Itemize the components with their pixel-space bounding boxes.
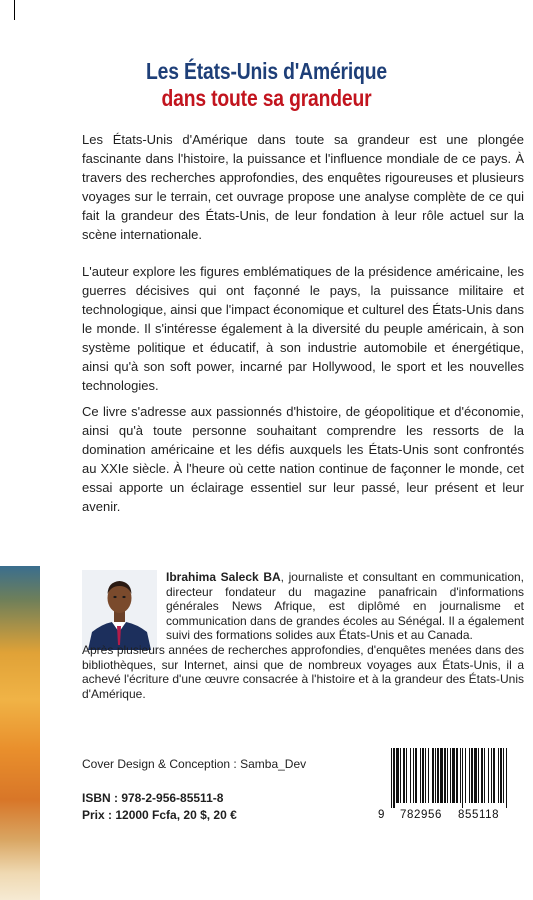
barcode-icon: [388, 748, 513, 808]
author-photo: [82, 570, 157, 650]
publication-info: [82, 790, 237, 824]
barcode-digit-first: 9: [378, 809, 385, 821]
summary-paragraph-1: Les États-Unis d'Amérique dans toute sa grandeur est une plongée fascinante dans l'histoire, la puissance et l'influence mondiale de ce pays. À travers des recherches approfondies, des enquêtes rigoureuses et plusieurs voyages sur le terrain, cet ouvrage propose une analyse complète de ce qui fait la grandeur des États-Unis, de leur fondation à leur rôle actuel sur la scène internationale.: [82, 132, 524, 242]
barcode-digits-group-1: 782956: [400, 809, 442, 821]
cover-designer-name: Samba_Dev: [240, 757, 307, 771]
author-bio-intro: [166, 570, 524, 643]
spine-color-strip: [0, 566, 40, 900]
book-title-line-1: Les États-Unis d'Amérique: [146, 58, 387, 84]
isbn-number: ISBN : 978-2-956-85511-8: [82, 791, 224, 805]
summary-paragraph-3: Ce livre s'adresse aux passionnés d'histoire, de géopolitique et d'économie, ainsi qu'à toute personne souhaitant comprendre les ressorts de la domination américaine et les défis auxquels les États-Unis sont confrontés au XXIe siècle. À l'heure où cette nation continue de façonner le monde, cet essai apporte un éclairage essentiel sur leur passé, leur présent et leur avenir.: [82, 404, 524, 514]
author-bio-text: , journaliste et consultant en communication, directeur fondateur du magazine panafricain d'informations générales News Afrique, est diplômé en journalisme et communication dans de grandes écoles au Sénégal. Il a également suivi des formations solides aux États-Unis et au Canada.: [166, 570, 524, 642]
cover-credit-label: Cover Design & Conception :: [82, 757, 241, 771]
book-title-line-2: dans toute sa grandeur: [161, 85, 372, 111]
cover-credit: [82, 757, 306, 771]
crop-mark-top: [14, 0, 15, 20]
barcode-digits-group-2: 855118: [458, 809, 500, 821]
author-name: Ibrahima Saleck BA: [166, 570, 281, 584]
book-price: Prix : 12000 Fcfa, 20 $, 20 €: [82, 808, 237, 822]
summary-paragraph-2: L'auteur explore les figures emblématiques de la présidence américaine, les guerres décisives qui ont façonné le pays, la puissance militaire et technologique, ainsi que l'impact économique et culturel des États-Unis dans le monde. Il s'intéresse également à la diversité du peuple américain, à son système politique et éducatif, à son industrie automobile et énergétique, ainsi qu'à son soft power, incarné par Hollywood, le sport et les nouvelles technologies.: [82, 264, 524, 393]
author-bio-continued: Après plusieurs années de recherches approfondies, d'enquêtes menées dans des bibliothèques, sur Internet, ainsi que de nombreux voyages aux États-Unis, il a achevé l'écriture d'une œuvre consacrée à l'histoire et à la grandeur des États-Unis d'Amérique.: [82, 643, 524, 701]
author-portrait-icon: [82, 570, 157, 650]
